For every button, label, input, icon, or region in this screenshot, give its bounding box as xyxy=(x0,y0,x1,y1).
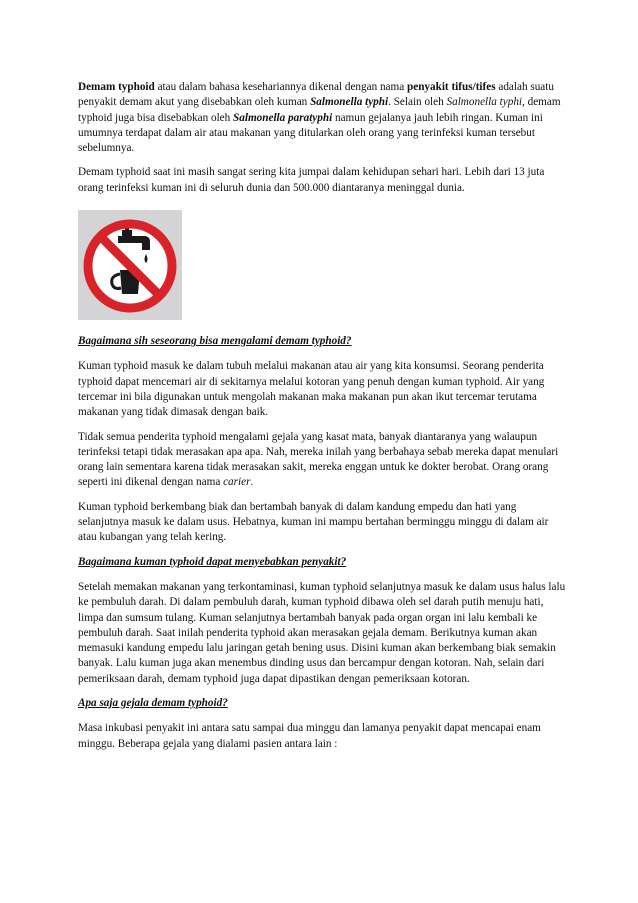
carrier-text-2: . xyxy=(250,476,254,489)
bacteria-name-1: Salmonella typhi xyxy=(310,96,389,109)
paragraph-growth: Kuman typhoid berkembang biak dan bertambah banyak di dalam kandung empedu dan hati yang selanjutnya masuk ke dalam usus. Hebatnya, kuman ini mampu bertahan berminggu minggu di dalam air atau kubangan yang telah kering. xyxy=(78,500,549,544)
bacteria-name-2: Salmonella typhi xyxy=(446,96,523,109)
term-penyakit-tifus: penyakit tifus/tifes xyxy=(407,81,496,93)
heading-how-infected: Bagaimana sih seseorang bisa mengalami demam typhoid? xyxy=(78,335,352,348)
paragraph-pathogenesis: Setelah memakan makanan yang terkontaminasi, kuman typhoid selanjutnya masuk ke dalam usus halus lalu ke pembuluh darah. Di dalam pembuluh darah, kuman typhoid dibawa oleh sel darah putih menuju hati, limpa dan sumsum tulang. Kuman selanjutnya bertambah banyak pada organ organ ini lalu kembali ke pembuluh darah. Saat inilah penderita typhoid akan merasakan gejala demam. Berikutnya kuman akan memasuki kandung empedu lalu jaringan getah bening usus. Disini kuman akan berkembang biak semakin banyak. Lalu kuman juga akan menembus dinding usus dan bercampur dengan kotoran. Nah, selain dari pemeriksaan darah, demam typhoid juga dapat dipastikan dengan pemeriksaan kotoran. xyxy=(78,580,566,685)
document-body xyxy=(78,80,568,761)
paragraph-transmission: Kuman typhoid masuk ke dalam tubuh melalui makanan atau air yang kita konsumsi. Seorang penderita typhoid dapat mencemari air di sekitarnya melalui kotoran yang penuh dengan kuman typhoid. Air yang tercemar ini bila digunakan untuk mengolah makanan maka makanan pun akan ikut tercemar terutama makanan yang tidak dimasak dengan baik. xyxy=(78,360,545,419)
intro-text-4: , demam typhoid juga bisa disebabkan oleh xyxy=(78,96,561,124)
heading-symptoms: Apa saja gejala demam typhoid? xyxy=(78,697,228,710)
paragraph-incubation: Masa inkubasi penyakit ini antara satu sampai dua minggu dan lamanya penyakit dapat mencapai enam minggu. Beberapa gejala yang dialami pasien antara lain : xyxy=(78,722,541,750)
no-drinking-water-sign-image xyxy=(78,210,182,320)
intro-text-2: adalah suatu penyakit demam akut yang disebabkan oleh kuman xyxy=(78,81,554,109)
bacteria-name-3: Salmonella paratyphi xyxy=(233,111,333,124)
paragraph-intro xyxy=(78,80,568,156)
term-demam-typhoid: Demam typhoid xyxy=(78,81,155,93)
carrier-text-1: Tidak semua penderita typhoid mengalami gejala yang kasat mata, banyak diantaranya yang walaupun terinfeksi tetapi tidak merasakan apa apa. Nah, mereka inilah yang berbahaya sebab mereka dapat menulari orang lain sementara karena tidak merasakan sakit, mereka enggan untuk ke dokter berobat. Orang orang seperti ini dikenal dengan nama xyxy=(78,430,559,489)
intro-text-3: . Selain oleh xyxy=(388,96,447,109)
intro-text-1: atau dalam bahasa kesehariannya dikenal dengan nama xyxy=(154,81,407,93)
heading-how-causes-disease: Bagaimana kuman typhoid dapat menyebabkan penyakit? xyxy=(78,555,347,568)
no-drinking-water-icon xyxy=(78,210,182,320)
intro-text-5: namun gejalanya jauh lebih ringan. Kuman ini umumnya terdapat dalam air atau makanan yang ditularkan oleh orang yang terinfeksi kuman tersebut sebelumnya. xyxy=(78,111,543,155)
paragraph-carrier xyxy=(78,430,568,491)
term-carier: carier xyxy=(223,476,251,489)
paragraph-prevalence: Demam typhoid saat ini masih sangat sering kita jumpai dalam kehidupan sehari hari. Lebih dari 13 juta orang terinfeksi kuman ini di seluruh dunia dan 500.000 diantaranya meninggal dunia. xyxy=(78,166,545,194)
